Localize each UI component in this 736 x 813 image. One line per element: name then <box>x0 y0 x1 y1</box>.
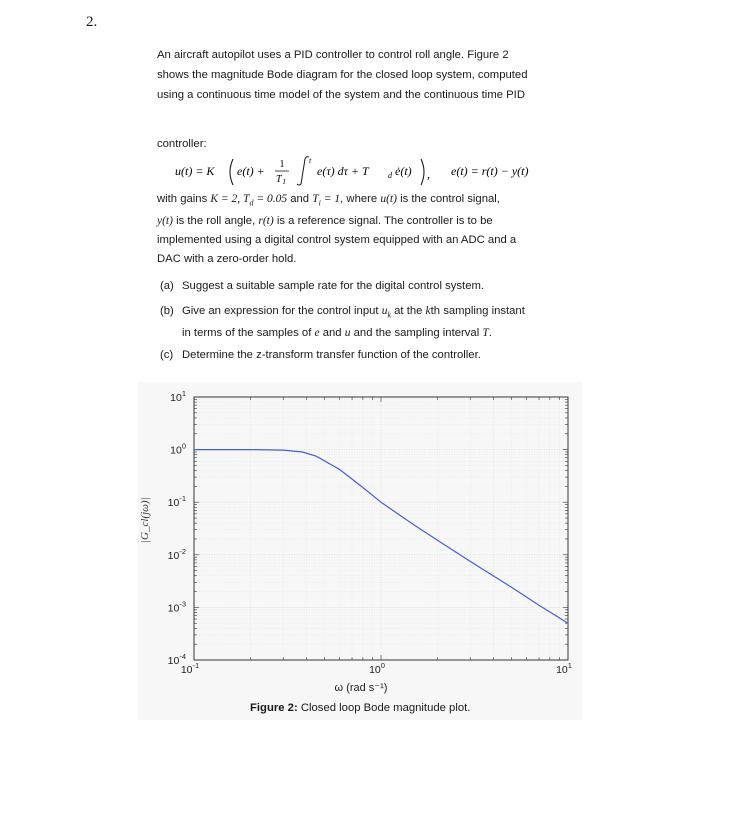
description-line <box>157 190 582 212</box>
plot-grid <box>194 397 568 660</box>
y-axis-label: |G_cl(jω)| <box>139 497 151 543</box>
equation-et: e(t) + <box>237 164 265 178</box>
description-line: DAC with a zero-order hold. <box>157 253 297 266</box>
td-subscript: d <box>388 171 392 180</box>
part-text: Determine the z-transform transfer function of the controller. <box>182 349 481 361</box>
figure-caption <box>250 702 510 714</box>
integrand: e(τ) dτ + T <box>317 164 369 178</box>
right-paren <box>421 159 424 185</box>
integral-sign <box>297 157 309 185</box>
math-u: u <box>344 327 351 340</box>
part-label: (a) <box>160 280 174 292</box>
part-b <box>160 302 580 343</box>
part-text: in terms of the samples of <box>182 327 315 340</box>
math-value: = 1 <box>320 193 341 205</box>
part-text: at the <box>391 305 426 317</box>
integral-upper: t <box>309 156 312 165</box>
x-tick-labels <box>181 661 572 676</box>
tick-base: 10 <box>369 664 381 676</box>
tick-exponent: -3 <box>179 599 186 609</box>
x-tick-label <box>369 661 385 676</box>
tick-exponent: 0 <box>181 441 186 451</box>
y-tick-label <box>168 494 186 509</box>
math-k: k <box>425 305 431 317</box>
tick-base: 10 <box>167 549 180 562</box>
math-sub: k <box>387 310 391 320</box>
part-a <box>160 277 580 296</box>
intro-paragraph <box>157 45 582 105</box>
intro-line: shows the magnitude Bode diagram for the closed loop system, computed <box>157 69 528 81</box>
tick-base: 10 <box>167 497 180 510</box>
tick-exponent: -2 <box>179 546 186 556</box>
tick-exponent: -1 <box>192 661 200 670</box>
tick-base: 10 <box>170 392 182 404</box>
text-run: and <box>287 193 313 205</box>
tick-base: 10 <box>180 664 193 676</box>
intro-controller-line: controller: <box>157 138 207 150</box>
math-gains: K = 2, T <box>210 193 250 205</box>
equation-lhs: u(t) = K <box>175 164 215 178</box>
part-text: and <box>319 327 345 340</box>
tick-base: 10 <box>170 444 182 457</box>
tick-exponent: -4 <box>179 652 186 661</box>
tick-base: 10 <box>167 602 180 615</box>
description-line: implemented using a digital control system equipped with an ADC and a <box>157 234 517 247</box>
part-b-continuation <box>160 324 580 343</box>
x-tick-label <box>181 661 199 676</box>
frac-denominator-sub: I <box>283 178 286 186</box>
error-definition: e(t) = r(t) − y(t) <box>451 164 529 178</box>
tick-base: 10 <box>556 664 568 676</box>
x-axis-label: ω (rad s⁻¹) <box>334 682 388 694</box>
y-tick-labels <box>168 389 186 667</box>
part-text: . <box>488 327 492 340</box>
part-text: Suggest a suitable sample rate for the digital control system. <box>182 280 485 292</box>
part-text: Give an expression for the control input <box>182 305 382 317</box>
left-paren <box>230 159 233 185</box>
tick-exponent: 1 <box>567 661 572 670</box>
math-rt: r(t) <box>258 215 274 228</box>
y-tick-label <box>168 599 186 614</box>
text-run: , where <box>340 193 381 205</box>
math-ti: T <box>312 193 319 205</box>
math-e: e <box>314 327 320 340</box>
intro-line: using a continuous time model of the system and the continuous time PID <box>157 89 525 101</box>
derivative-term: ė(t) <box>395 164 412 178</box>
description-line <box>157 212 582 231</box>
math-value: = 0.05 <box>253 193 288 205</box>
frac-numerator: 1 <box>279 159 285 170</box>
intro-line: An aircraft autopilot uses a PID controller to control roll angle. Figure 2 <box>157 49 509 61</box>
text-run: is a reference signal. The controller is to be <box>273 215 493 228</box>
question-number: 2. <box>86 14 98 30</box>
x-tick-label <box>556 661 572 676</box>
caption-text: Closed loop Bode magnitude plot. <box>297 702 471 714</box>
bode-magnitude-plot <box>140 385 580 695</box>
math-yt: y(t) <box>157 215 173 228</box>
plot-frame <box>194 397 568 660</box>
part-text: th sampling instant <box>430 305 525 317</box>
text-run: with gains <box>157 193 211 205</box>
part-label: (b) <box>160 305 174 317</box>
math-sub: i <box>318 198 321 208</box>
text-run: is the roll angle, <box>172 215 259 228</box>
caption-label: Figure 2: <box>250 702 298 714</box>
math-T: T <box>482 327 489 340</box>
plot-ticks <box>194 397 568 660</box>
tick-exponent: 1 <box>181 389 186 398</box>
frac-denominator: T <box>276 174 282 185</box>
equation-comma: , <box>427 167 430 181</box>
tick-exponent: 0 <box>380 661 385 670</box>
y-tick-label <box>168 547 186 562</box>
text-run: is the control signal, <box>396 193 500 205</box>
part-text: and the sampling interval <box>350 327 483 340</box>
pid-equation <box>175 153 585 189</box>
tick-base: 10 <box>167 655 180 667</box>
math-sub: d <box>249 198 254 208</box>
y-tick-label <box>170 442 186 457</box>
y-tick-label <box>170 389 186 404</box>
part-c <box>160 346 580 365</box>
math-u: u <box>381 305 388 317</box>
math-ut: u(t) <box>380 193 397 205</box>
tick-exponent: -1 <box>179 494 186 504</box>
part-label: (c) <box>160 349 174 361</box>
description-paragraph <box>157 190 582 269</box>
